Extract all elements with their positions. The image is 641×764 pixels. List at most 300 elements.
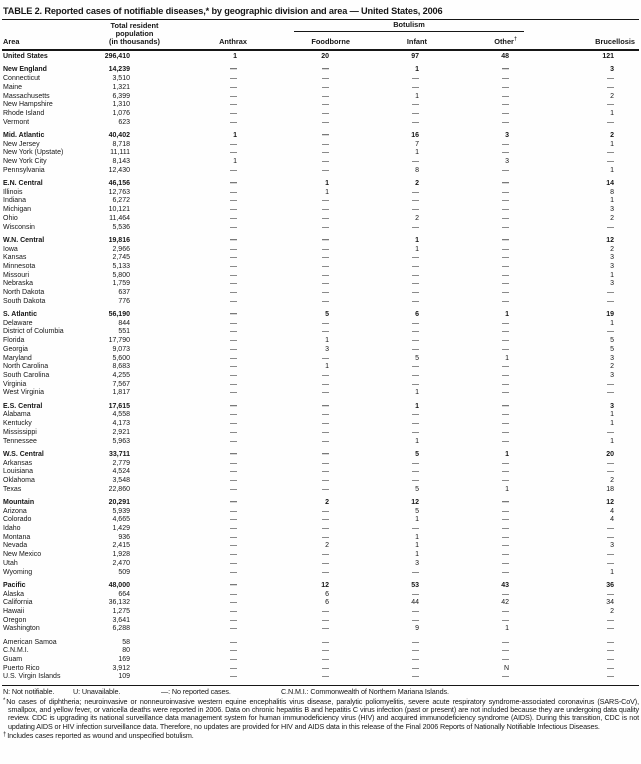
infant-cell: — xyxy=(412,476,419,484)
area-cell: Arizona xyxy=(3,507,27,515)
table-row xyxy=(2,280,639,289)
area-cell: Connecticut xyxy=(3,75,40,83)
area-cell: Oregon xyxy=(3,616,27,624)
brucellosis-cell: — xyxy=(607,158,614,166)
brucellosis-cell: 3 xyxy=(610,371,614,379)
foodborne-cell: — xyxy=(322,638,329,646)
infant-cell: — xyxy=(412,271,419,279)
anthrax-cell: — xyxy=(230,297,237,305)
area-cell: Pennsylvania xyxy=(3,166,45,174)
brucellosis-cell: — xyxy=(607,380,614,388)
anthrax-cell: — xyxy=(230,498,237,506)
area-cell: Illinois xyxy=(3,188,23,196)
population-cell: 8,143 xyxy=(112,158,130,166)
population-cell: 17,615 xyxy=(108,402,130,410)
area-cell: Montana xyxy=(3,533,31,541)
infant-cell: 8 xyxy=(415,166,419,174)
other-cell: — xyxy=(502,149,509,157)
area-cell: New York City xyxy=(3,158,47,166)
brucellosis-cell: 14 xyxy=(606,180,614,188)
anthrax-cell: — xyxy=(230,507,237,515)
anthrax-cell: — xyxy=(230,75,237,83)
infant-cell: — xyxy=(412,254,419,262)
area-cell: North Carolina xyxy=(3,363,49,371)
foodborne-cell: — xyxy=(322,616,329,624)
brucellosis-cell: — xyxy=(607,559,614,567)
anthrax-cell: — xyxy=(230,371,237,379)
area-cell: Iowa xyxy=(3,245,18,253)
area-cell: Mountain xyxy=(3,498,35,506)
brucellosis-cell: 3 xyxy=(610,354,614,362)
infant-cell: 1 xyxy=(415,236,419,244)
table-row xyxy=(2,110,639,119)
table-row xyxy=(2,446,639,459)
other-cell: — xyxy=(502,428,509,436)
other-cell: — xyxy=(502,525,509,533)
population-cell: 3,510 xyxy=(112,75,130,83)
brucellosis-cell: 2 xyxy=(610,476,614,484)
other-cell: 1 xyxy=(505,450,509,458)
foodborne-cell: — xyxy=(322,197,329,205)
brucellosis-cell: — xyxy=(607,533,614,541)
anthrax-cell: — xyxy=(230,118,237,126)
population-cell: 109 xyxy=(118,673,130,681)
foodborne-cell: — xyxy=(322,568,329,576)
area-cell: Kansas xyxy=(3,254,27,262)
brucellosis-cell: 2 xyxy=(610,363,614,371)
other-cell: — xyxy=(502,656,509,664)
table-row xyxy=(2,175,639,188)
table-row xyxy=(2,420,639,429)
table-row xyxy=(2,263,639,272)
population-cell: 296,410 xyxy=(104,53,130,61)
other-cell: — xyxy=(502,140,509,148)
other-cell: — xyxy=(502,533,509,541)
brucellosis-cell: — xyxy=(607,223,614,231)
foodborne-cell: — xyxy=(322,101,329,109)
infant-cell: — xyxy=(412,158,419,166)
table-row xyxy=(2,298,639,307)
infant-cell: 1 xyxy=(415,66,419,74)
infant-cell: 3 xyxy=(415,559,419,567)
other-cell: — xyxy=(502,542,509,550)
infant-cell: — xyxy=(412,371,419,379)
table-row xyxy=(2,508,639,517)
area-cell: Louisiana xyxy=(3,468,33,476)
brucellosis-cell: 121 xyxy=(602,53,614,61)
population-cell: 9,073 xyxy=(112,345,130,353)
foodborne-cell: 20 xyxy=(321,53,329,61)
infant-cell: — xyxy=(412,468,419,476)
table-row xyxy=(2,50,639,62)
area-cell: Tennessee xyxy=(3,437,37,445)
infant-cell: — xyxy=(412,380,419,388)
other-cell: — xyxy=(502,559,509,567)
star-marker: * xyxy=(3,697,6,704)
anthrax-cell: — xyxy=(230,319,237,327)
anthrax-cell: — xyxy=(230,149,237,157)
anthrax-cell: — xyxy=(230,485,237,493)
infant-cell: — xyxy=(412,428,419,436)
area-cell: Mississippi xyxy=(3,428,37,436)
other-cell: — xyxy=(502,262,509,270)
anthrax-cell: — xyxy=(230,402,237,410)
brucellosis-cell: — xyxy=(607,656,614,664)
other-cell: 42 xyxy=(501,599,509,607)
population-header-line: (in thousands) xyxy=(109,37,160,47)
brucellosis-cell: 8 xyxy=(610,188,614,196)
table-row xyxy=(2,534,639,543)
table-row xyxy=(2,127,639,140)
other-cell: — xyxy=(502,345,509,353)
area-cell: North Dakota xyxy=(3,289,45,297)
population-cell: 4,173 xyxy=(112,420,130,428)
table-row xyxy=(2,398,639,411)
population-cell: 4,665 xyxy=(112,516,130,524)
brucellosis-cell: 18 xyxy=(606,485,614,493)
anthrax-cell: — xyxy=(230,92,237,100)
other-cell: — xyxy=(502,188,509,196)
other-cell: — xyxy=(502,402,509,410)
anthrax-cell: — xyxy=(230,516,237,524)
foodborne-cell: 1 xyxy=(325,180,329,188)
other-cell: — xyxy=(502,236,509,244)
infant-cell: — xyxy=(412,280,419,288)
other-cell: N xyxy=(503,664,509,672)
foodborne-cell: 2 xyxy=(325,498,329,506)
other-cell: — xyxy=(502,411,509,419)
foodborne-cell: — xyxy=(322,328,329,336)
table-row xyxy=(2,599,639,608)
area-cell: Alabama xyxy=(3,411,31,419)
other-cell: 3 xyxy=(505,158,509,166)
foodborne-cell: — xyxy=(322,75,329,83)
area-cell: Rhode Island xyxy=(3,109,45,117)
foodborne-cell: — xyxy=(322,118,329,126)
other-cell: — xyxy=(502,371,509,379)
infant-cell: — xyxy=(412,590,419,598)
anthrax-cell: — xyxy=(230,616,237,624)
anthrax-cell: — xyxy=(230,656,237,664)
infant-cell: — xyxy=(412,607,419,615)
foodborne-cell: — xyxy=(322,420,329,428)
anthrax-cell: — xyxy=(230,559,237,567)
legend-cnmi: C.N.M.I.: Commonwealth of Northern Mariana Islands. xyxy=(281,687,449,697)
brucellosis-cell: 1 xyxy=(610,411,614,419)
foodborne-cell: — xyxy=(322,158,329,166)
foodborne-cell: — xyxy=(322,525,329,533)
population-cell: 1,429 xyxy=(112,525,130,533)
anthrax-cell: — xyxy=(230,450,237,458)
population-cell: 1,310 xyxy=(112,101,130,109)
other-cell: 43 xyxy=(501,581,509,589)
foodborne-cell: 2 xyxy=(325,542,329,550)
table-row xyxy=(2,232,639,245)
area-cell: Puerto Rico xyxy=(3,664,40,672)
infant-cell: — xyxy=(412,83,419,91)
foodborne-cell: — xyxy=(322,625,329,633)
other-cell: — xyxy=(502,363,509,371)
anthrax-cell: — xyxy=(230,625,237,633)
table-row xyxy=(2,272,639,281)
area-cell: West Virginia xyxy=(3,389,44,397)
anthrax-cell: — xyxy=(230,389,237,397)
population-cell: 22,860 xyxy=(108,485,130,493)
brucellosis-cell: 1 xyxy=(610,197,614,205)
brucellosis-cell: — xyxy=(607,551,614,559)
area-cell: C.N.M.I. xyxy=(3,647,29,655)
table-row xyxy=(2,75,639,84)
foodborne-cell: — xyxy=(322,223,329,231)
table-row xyxy=(2,429,639,438)
area-cell: Texas xyxy=(3,485,22,493)
brucellosis-cell: 1 xyxy=(610,109,614,117)
foodborne-cell: — xyxy=(322,271,329,279)
foodborne-cell: — xyxy=(322,411,329,419)
brucellosis-cell: 3 xyxy=(610,542,614,550)
infant-cell: 1 xyxy=(415,92,419,100)
foodborne-cell: — xyxy=(322,673,329,681)
table-row xyxy=(2,569,639,578)
population-cell: 3,912 xyxy=(112,664,130,672)
other-cell: 1 xyxy=(505,354,509,362)
population-cell: 33,711 xyxy=(108,450,130,458)
foodborne-cell: — xyxy=(322,402,329,410)
foodborne-cell: — xyxy=(322,607,329,615)
notifiable-diseases-table xyxy=(2,20,639,686)
area-cell: Guam xyxy=(3,656,23,664)
col-header-brucellosis: Brucellosis xyxy=(595,37,635,47)
population-cell: 1,817 xyxy=(112,389,130,397)
area-cell: Maine xyxy=(3,83,23,91)
foodborne-cell: — xyxy=(322,551,329,559)
population-cell: 4,524 xyxy=(112,468,130,476)
infant-cell: 97 xyxy=(411,53,419,61)
infant-cell: — xyxy=(412,109,419,117)
table-row xyxy=(2,246,639,255)
col-header-population xyxy=(95,20,174,50)
other-cell: — xyxy=(502,507,509,515)
table-row xyxy=(2,337,639,346)
population-cell: 5,600 xyxy=(112,354,130,362)
infant-cell: — xyxy=(412,328,419,336)
other-cell: — xyxy=(502,673,509,681)
brucellosis-cell: 4 xyxy=(610,516,614,524)
infant-cell: — xyxy=(412,363,419,371)
population-cell: 169 xyxy=(118,656,130,664)
other-cell: — xyxy=(502,271,509,279)
area-cell: New Hampshire xyxy=(3,101,53,109)
table-body xyxy=(2,50,639,686)
population-cell: 2,966 xyxy=(112,245,130,253)
other-cell: — xyxy=(502,638,509,646)
table-row xyxy=(2,158,639,167)
foodborne-cell: — xyxy=(322,647,329,655)
foodborne-cell: — xyxy=(322,476,329,484)
population-cell: 5,963 xyxy=(112,437,130,445)
foodborne-cell: 6 xyxy=(325,590,329,598)
anthrax-cell: — xyxy=(230,140,237,148)
other-cell: — xyxy=(502,180,509,188)
infant-cell: — xyxy=(412,616,419,624)
infant-cell: 1 xyxy=(415,551,419,559)
brucellosis-cell: 1 xyxy=(610,271,614,279)
other-cell: 1 xyxy=(505,625,509,633)
population-header-line: Total resident xyxy=(110,21,159,30)
area-cell: E.N. Central xyxy=(3,180,43,188)
brucellosis-cell: — xyxy=(607,638,614,646)
anthrax-cell: — xyxy=(230,109,237,117)
foodborne-cell: 6 xyxy=(325,599,329,607)
population-cell: 58 xyxy=(122,638,130,646)
anthrax-cell: — xyxy=(230,673,237,681)
area-cell: Indiana xyxy=(3,197,26,205)
footnote-legend xyxy=(3,688,639,696)
infant-cell: 1 xyxy=(415,389,419,397)
brucellosis-cell: 34 xyxy=(606,599,614,607)
infant-cell: 1 xyxy=(415,437,419,445)
population-cell: 3,548 xyxy=(112,476,130,484)
anthrax-cell: — xyxy=(230,468,237,476)
population-cell: 3,641 xyxy=(112,616,130,624)
infant-cell: — xyxy=(412,262,419,270)
foodborne-cell: — xyxy=(322,131,329,139)
population-cell: 80 xyxy=(122,647,130,655)
table-row xyxy=(2,477,639,486)
area-cell: Virginia xyxy=(3,380,27,388)
population-cell: 8,718 xyxy=(112,140,130,148)
infant-cell: 1 xyxy=(415,149,419,157)
anthrax-cell: 1 xyxy=(233,158,237,166)
other-cell: — xyxy=(502,280,509,288)
other-cell: — xyxy=(502,197,509,205)
anthrax-cell: — xyxy=(230,638,237,646)
area-cell: Missouri xyxy=(3,271,30,279)
population-cell: 11,111 xyxy=(110,149,130,157)
population-cell: 6,399 xyxy=(112,92,130,100)
anthrax-cell: 1 xyxy=(233,53,237,61)
infant-cell: — xyxy=(412,223,419,231)
population-cell: 48,000 xyxy=(108,581,130,589)
foodborne-cell: — xyxy=(322,656,329,664)
foodborne-cell: — xyxy=(322,664,329,672)
foodborne-cell: 1 xyxy=(325,337,329,345)
other-cell: — xyxy=(502,101,509,109)
population-cell: 10,121 xyxy=(108,206,130,214)
area-cell: Vermont xyxy=(3,118,30,126)
anthrax-cell: — xyxy=(230,262,237,270)
foodborne-cell: — xyxy=(322,297,329,305)
area-cell: Utah xyxy=(3,559,18,567)
population-cell: 2,779 xyxy=(112,459,130,467)
other-cell: — xyxy=(502,206,509,214)
other-cell: — xyxy=(502,551,509,559)
population-cell: 46,156 xyxy=(108,180,130,188)
brucellosis-cell: — xyxy=(607,149,614,157)
other-cell: — xyxy=(502,468,509,476)
foodborne-cell: 1 xyxy=(325,188,329,196)
brucellosis-cell: — xyxy=(607,664,614,672)
brucellosis-cell: 12 xyxy=(606,236,614,244)
brucellosis-cell: — xyxy=(607,118,614,126)
foodborne-cell: — xyxy=(322,245,329,253)
table-row xyxy=(2,647,639,656)
infant-cell: 9 xyxy=(415,625,419,633)
table-row xyxy=(2,363,639,372)
anthrax-cell: — xyxy=(230,647,237,655)
table-row xyxy=(2,516,639,525)
table-row xyxy=(2,389,639,398)
foodborne-cell: — xyxy=(322,516,329,524)
table-row xyxy=(2,438,639,447)
table-row xyxy=(2,525,639,534)
area-cell: Washington xyxy=(3,625,40,633)
infant-cell: — xyxy=(412,197,419,205)
table-row xyxy=(2,411,639,420)
foodborne-cell: — xyxy=(322,485,329,493)
anthrax-cell: — xyxy=(230,83,237,91)
other-cell: — xyxy=(502,437,509,445)
foodborne-cell: — xyxy=(322,450,329,458)
infant-cell: — xyxy=(412,638,419,646)
infant-cell: — xyxy=(412,118,419,126)
population-header-line: population xyxy=(115,29,154,39)
brucellosis-cell: 3 xyxy=(610,280,614,288)
anthrax-cell: — xyxy=(230,428,237,436)
population-cell: 4,558 xyxy=(112,411,130,419)
other-cell: — xyxy=(502,647,509,655)
anthrax-cell: — xyxy=(230,214,237,222)
population-cell: 1,321 xyxy=(112,83,130,91)
anthrax-cell: 1 xyxy=(233,131,237,139)
area-cell: South Carolina xyxy=(3,371,50,379)
infant-cell: — xyxy=(412,345,419,353)
brucellosis-cell: — xyxy=(607,468,614,476)
botulism-group-label: Botulism xyxy=(294,21,524,32)
infant-cell: 2 xyxy=(415,180,419,188)
population-cell: 11,464 xyxy=(109,214,130,222)
brucellosis-cell: — xyxy=(607,590,614,598)
area-cell: Michigan xyxy=(3,206,32,214)
footnote-dagger xyxy=(3,731,639,740)
legend-unavailable: U: Unavailable. xyxy=(73,687,121,697)
col-header-foodborne: Foodborne xyxy=(311,37,350,47)
anthrax-cell: — xyxy=(230,363,237,371)
population-cell: 19,816 xyxy=(108,236,130,244)
other-cell: — xyxy=(502,66,509,74)
population-cell: 1,928 xyxy=(112,551,130,559)
table-row xyxy=(2,542,639,551)
foodborne-cell: — xyxy=(322,83,329,91)
other-cell: — xyxy=(502,245,509,253)
infant-cell: — xyxy=(412,101,419,109)
population-cell: 664 xyxy=(118,590,130,598)
infant-cell: 5 xyxy=(415,507,419,515)
other-cell: — xyxy=(502,92,509,100)
infant-cell: — xyxy=(412,297,419,305)
infant-cell: — xyxy=(412,656,419,664)
table-row xyxy=(2,656,639,665)
population-cell: 6,272 xyxy=(112,197,130,205)
population-cell: 2,745 xyxy=(112,254,130,262)
table-row xyxy=(2,560,639,569)
legend-not-notifiable: N: Not notifiable. xyxy=(3,687,55,697)
infant-cell: 12 xyxy=(411,498,419,506)
brucellosis-cell: 3 xyxy=(610,262,614,270)
foodborne-cell: — xyxy=(322,389,329,397)
area-cell: New England xyxy=(3,66,47,74)
table-row xyxy=(2,551,639,560)
